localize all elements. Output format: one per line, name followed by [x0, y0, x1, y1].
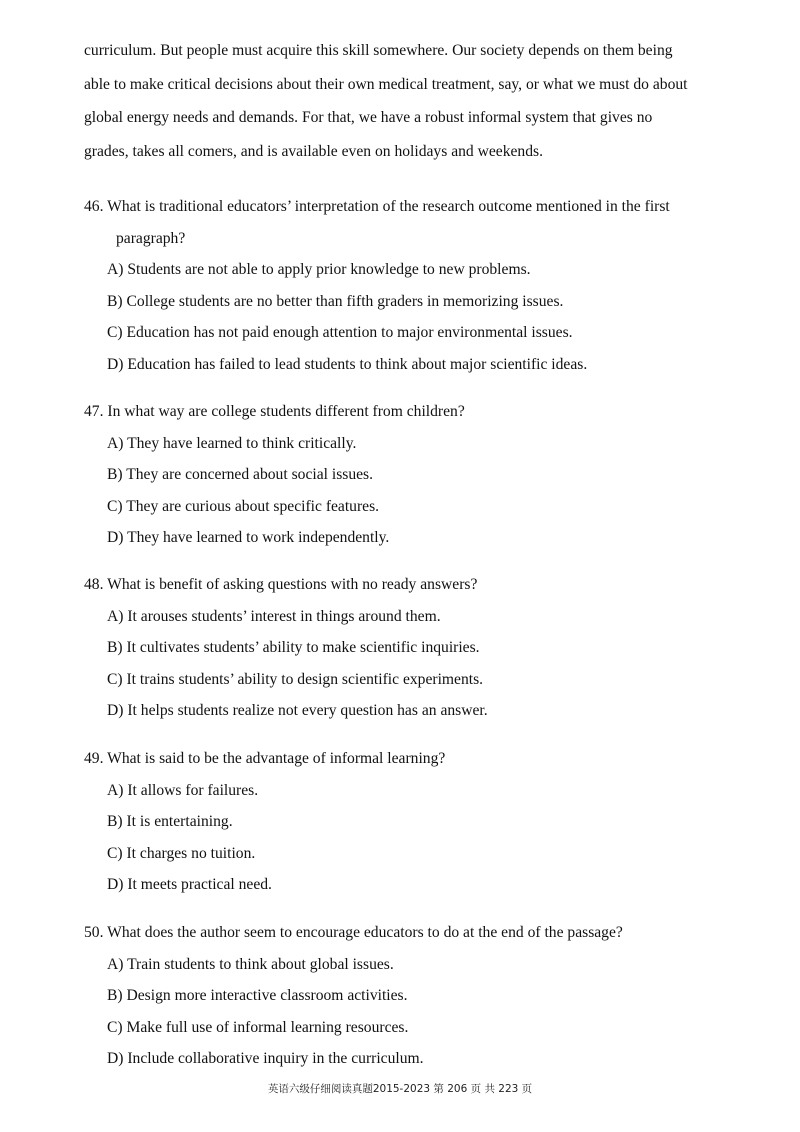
option-a: A) It arouses students’ interest in things around them. [107, 607, 441, 625]
option-b: B) They are concerned about social issues. [107, 466, 374, 483]
page-footer: 英语六级仔细阅读真题2015-2023 第 206 页 共 223 页 [267, 1083, 533, 1095]
question-text: What is benefit of asking questions with no ready answers? [107, 576, 478, 593]
question-48 [84, 569, 718, 727]
option-d: D) They have learned to work independently. [107, 529, 390, 546]
option-d: D) Include collaborative inquiry in the curriculum. [107, 1050, 424, 1067]
option-a: A) It allows for failures. [107, 781, 259, 799]
question-stem [84, 569, 718, 601]
question-number: 48. [84, 576, 104, 593]
question-text: What does the author seem to encourage educators to do at the end of the passage? [107, 924, 623, 941]
option-c: C) They are curious about specific features. [107, 497, 380, 515]
option-b: B) College students are no better than fifth graders in memorizing issues. [107, 292, 564, 310]
passage-line: able to make critical decisions about their own medical treatment, say, or what we must do about [84, 75, 688, 93]
question-text-continued: paragraph? [116, 229, 186, 247]
passage-text [84, 34, 718, 168]
question-number: 49. [84, 750, 104, 767]
option-a: A) They have learned to think critically. [107, 434, 357, 452]
option-a: A) Students are not able to apply prior knowledge to new problems. [107, 261, 531, 278]
question-stem [84, 917, 718, 949]
question-49 [84, 743, 718, 901]
option-b: B) It is entertaining. [107, 813, 233, 830]
question-text: In what way are college students different from children? [107, 403, 465, 420]
option-b: B) It cultivates students’ ability to make scientific inquiries. [107, 639, 480, 656]
passage-line: curriculum. But people must acquire this skill somewhere. Our society depends on them being [84, 42, 673, 59]
question-text: What is traditional educators’ interpretation of the research outcome mentioned in the first [107, 198, 670, 215]
question-46 [84, 191, 718, 380]
question-number: 47. [84, 403, 104, 420]
passage-line: grades, takes all comers, and is available even on holidays and weekends. [84, 142, 543, 160]
option-c: C) Make full use of informal learning resources. [107, 1018, 409, 1036]
question-number: 50. [84, 924, 104, 941]
question-number: 46. [84, 198, 104, 215]
question-50 [84, 917, 718, 1075]
option-d: D) It helps students realize not every question has an answer. [107, 702, 488, 719]
question-stem [84, 396, 718, 428]
passage-line: global energy needs and demands. For that, we have a robust informal system that gives no [84, 109, 653, 126]
option-d: D) It meets practical need. [107, 876, 272, 893]
question-text: What is said to be the advantage of informal learning? [107, 750, 446, 767]
option-c: C) It trains students’ ability to design scientific experiments. [107, 670, 484, 688]
option-b: B) Design more interactive classroom activities. [107, 987, 408, 1004]
question-47 [84, 396, 718, 554]
option-c: C) Education has not paid enough attention to major environmental issues. [107, 324, 573, 341]
option-d: D) Education has failed to lead students to think about major scientific ideas. [107, 355, 588, 373]
option-a: A) Train students to think about global issues. [107, 955, 394, 973]
option-c: C) It charges no tuition. [107, 844, 256, 862]
question-stem [84, 191, 718, 254]
question-stem [84, 743, 718, 775]
